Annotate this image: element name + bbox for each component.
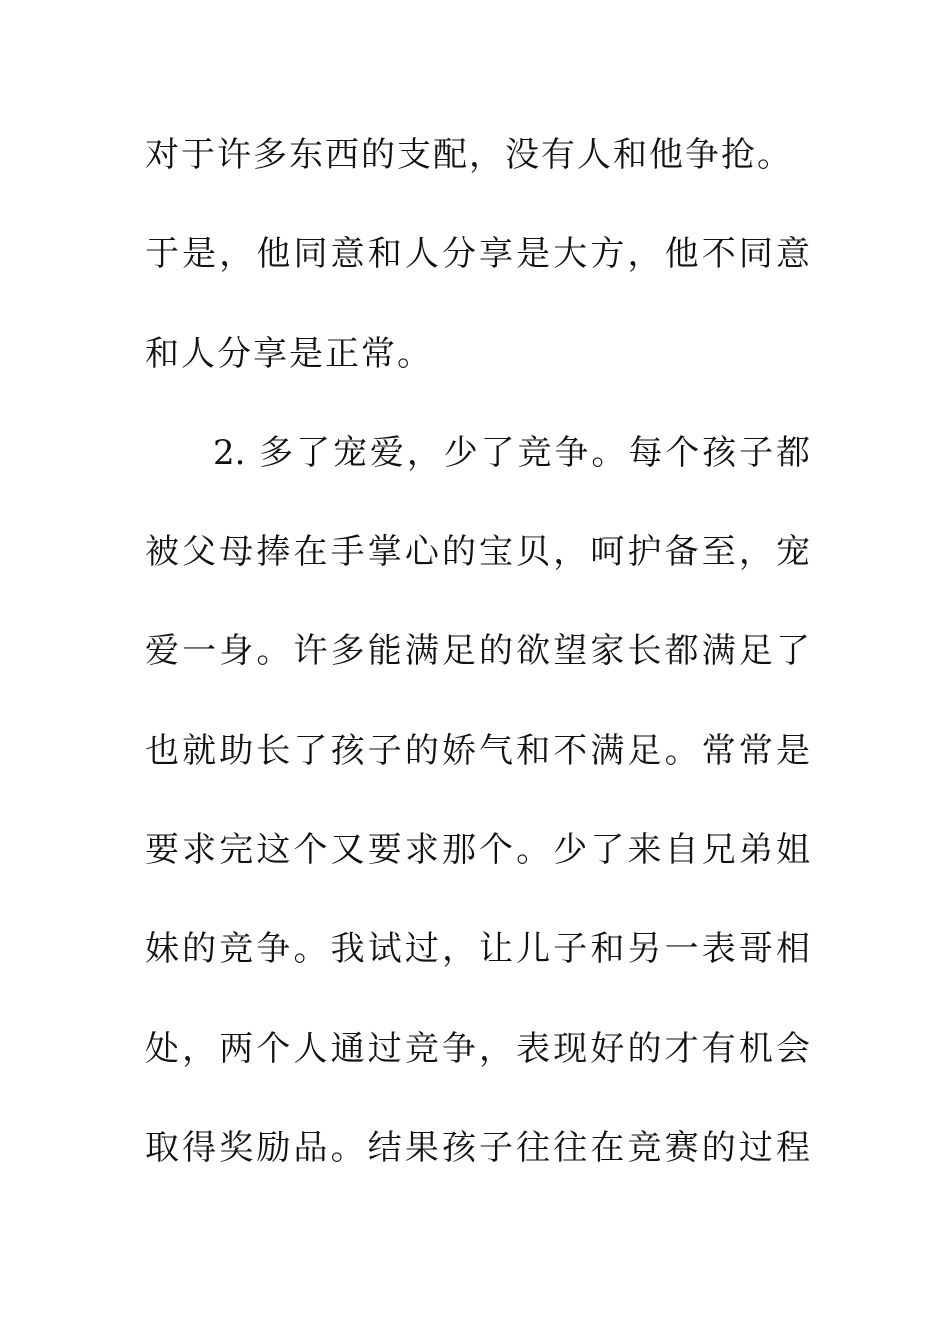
text-line-7: 也就助长了孩子的娇气和不满足。常常是 [145,730,810,771]
text-line-6: 爱一身。许多能满足的欲望家长都满足了 [145,631,810,672]
text-line-8: 要求完这个又要求那个。少了来自兄弟姐 [145,830,810,871]
text-line-11: 取得奖励品。结果孩子往往在竞赛的过程 [145,1127,810,1168]
text-line-1: 对于许多东西的支配，没有人和他争抢。 [145,135,793,175]
text-line-3: 和人分享是正常。 [145,333,433,374]
text-line-5: 被父母捧在手掌心的宝贝，呵护备至，宠 [145,532,810,573]
text-line-9: 妹的竞争。我试过，让儿子和另一表哥相 [145,929,810,970]
text-line-2: 于是，他同意和人分享是大方，他不同意 [145,234,810,275]
text-line-10: 处，两个人通过竞争，表现好的才有机会 [145,1028,810,1069]
body-text [145,118,810,1210]
text-line-4: 2. 多了宠爱，少了竞争。每个孩子都 [213,432,810,473]
